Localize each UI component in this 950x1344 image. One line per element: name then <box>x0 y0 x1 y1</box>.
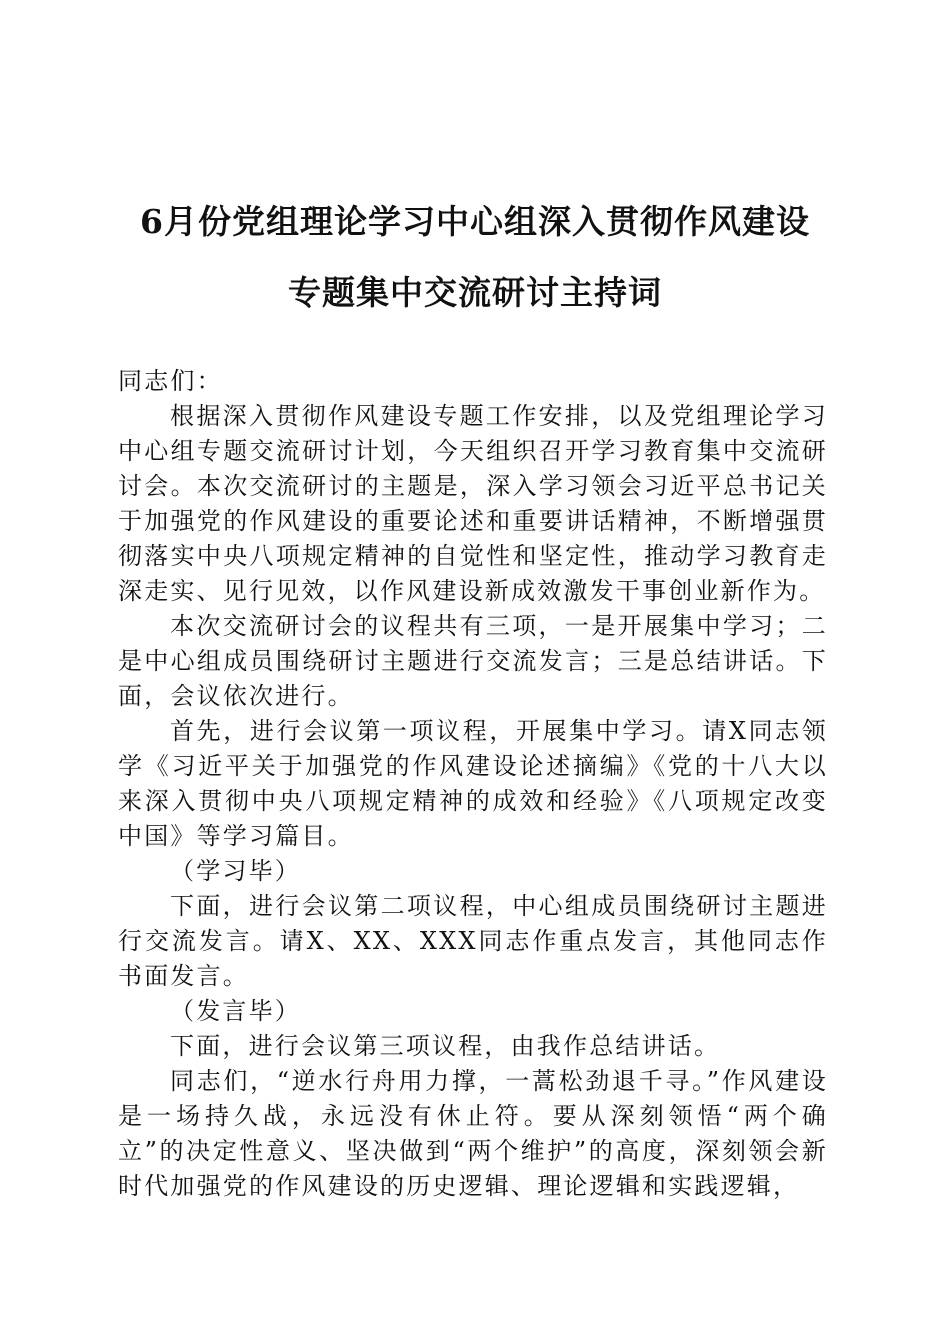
paragraph-agenda: 本次交流研讨会的议程共有三项，一是开展集中学习；二是中心组成员围绕研讨主题进行交流发言；三是总结讲话。下面，会议依次进行。 <box>118 612 828 710</box>
document-title-line-1: 6月份党组理论学习中心组深入贯彻作风建设 <box>140 202 810 241</box>
note-study-finished: （学习毕） <box>170 857 301 885</box>
greeting: 同志们： <box>118 367 223 395</box>
document-title-line-2: 专题集中交流研讨主持词 <box>288 273 662 312</box>
document-body <box>118 364 828 1204</box>
note-speech-finished: （发言毕） <box>170 997 301 1025</box>
paragraph-second-item: 下面，进行会议第二项议程，中心组成员围绕研讨主题进行交流发言。请X、XX、XXX同志作重点发言，其他同志作书面发言。 <box>118 892 828 990</box>
paragraph-summary: 同志们，“逆水行舟用力撑，一蒿松劲退千寻。”作风建设是一场持久战，永远没有休止符。要从深刻领悟“两个确立”的决定性意义、坚决做到“两个维护”的高度，深刻领会新时代加强党的作风建设的历史逻辑、理论逻辑和实践逻辑， <box>118 1067 828 1200</box>
paragraph-first-item: 首先，进行会议第一项议程，开展集中学习。请X同志领学《习近平关于加强党的作风建设论述摘编》《党的十八大以来深入贯彻中央八项规定精神的成效和经验》《八项规定改变中国》等学习篇目。 <box>118 717 828 850</box>
paragraph-third-item: 下面，进行会议第三项议程，由我作总结讲话。 <box>170 1032 721 1060</box>
paragraph-intro: 根据深入贯彻作风建设专题工作安排，以及党组理论学习中心组专题交流研讨计划，今天组织召开学习教育集中交流研讨会。本次交流研讨的主题是，深入学习领会习近平总书记关于加强党的作风建设的重要论述和重要讲话精神，不断增强贯彻落实中央八项规定精神的自觉性和坚定性，推动学习教育走深走实、见行见效，以作风建设新成效激发干事创业新作为。 <box>118 402 828 605</box>
